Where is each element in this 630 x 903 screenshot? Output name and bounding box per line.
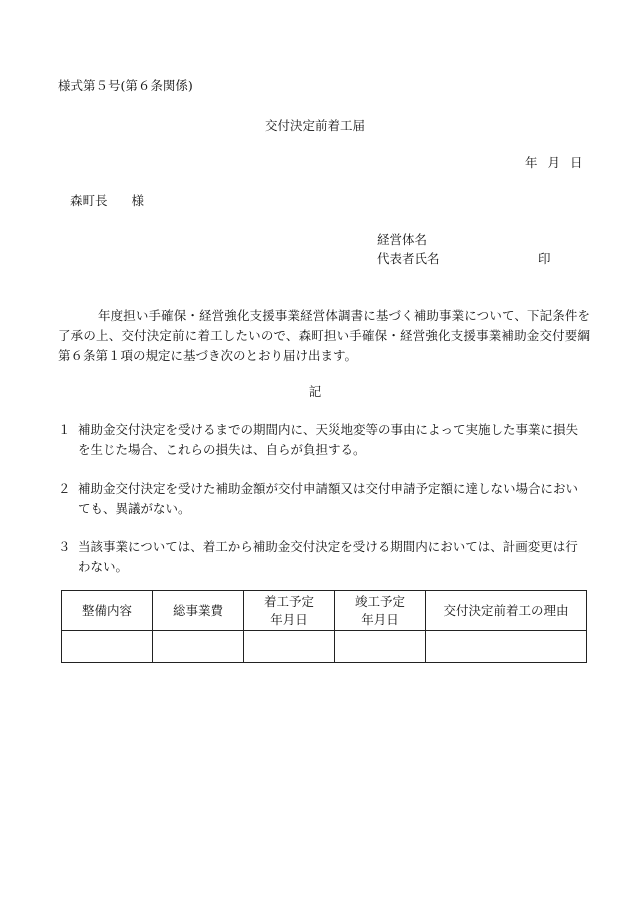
date-month-label: 月 xyxy=(547,155,561,170)
date-year-label: 年 xyxy=(525,155,538,170)
header-improvement-content: 整備内容 xyxy=(62,591,153,631)
body-paragraph: 年度担い手確保・経営強化支援事業経営体調書に基づく補助事業について、下記条件を了承の上、交付決定前に着工したいので、森町担い手確保・経営強化支援事業補助金交付要綱第６条第１項の規定に基づき次のとおり届け出ます。 xyxy=(58,308,590,363)
clause-number: ２ xyxy=(58,481,71,496)
clause-number: ３ xyxy=(58,539,71,554)
cell-reason[interactable] xyxy=(426,631,587,663)
header-start-date: 着工予定 年月日 xyxy=(244,591,335,631)
table-header-row xyxy=(62,591,587,631)
document-title: 交付決定前着工届 xyxy=(264,118,365,133)
applicant-entity-label: 経営体名 xyxy=(377,232,428,247)
clause-text: 当該事業については、着工から補助金交付決定を受ける期間内においては、計画変更は行わない。 xyxy=(78,539,578,574)
cell-improvement-content[interactable] xyxy=(62,631,153,663)
seal-mark: 印 xyxy=(538,251,551,266)
ki-heading: 記 xyxy=(308,384,322,399)
applicant-representative-label: 代表者氏名 xyxy=(377,251,440,266)
clause-item xyxy=(58,420,590,460)
form-number: 様式第５号(第６条関係) xyxy=(58,78,193,93)
clause-item xyxy=(58,537,590,577)
header-total-cost: 総事業費 xyxy=(153,591,244,631)
addressee xyxy=(70,195,144,208)
date-day-label: 日 xyxy=(570,155,583,170)
header-reason: 交付決定前着工の理由 xyxy=(426,591,587,631)
clause-text: 補助金交付決定を受けた補助金額が交付申請額又は交付申請予定額に達しない場合においても、異議がない。 xyxy=(78,481,579,516)
schedule-table xyxy=(61,590,587,663)
cell-start-date[interactable] xyxy=(244,631,335,663)
clause-text: 補助金交付決定を受けるまでの期間内に、天災地変等の事由によって実施した事業に損失を生じた場合、これらの損失は、自らが負担する。 xyxy=(78,422,579,457)
table-row xyxy=(62,631,587,663)
clause-item xyxy=(58,479,590,519)
header-completion-date: 竣工予定 年月日 xyxy=(335,591,426,631)
cell-total-cost[interactable] xyxy=(153,631,244,663)
cell-completion-date[interactable] xyxy=(335,631,426,663)
addressee-name: 森町長 xyxy=(70,193,108,208)
addressee-honorific: 様 xyxy=(131,193,145,208)
clause-number: １ xyxy=(58,422,71,437)
date-line xyxy=(525,157,583,170)
